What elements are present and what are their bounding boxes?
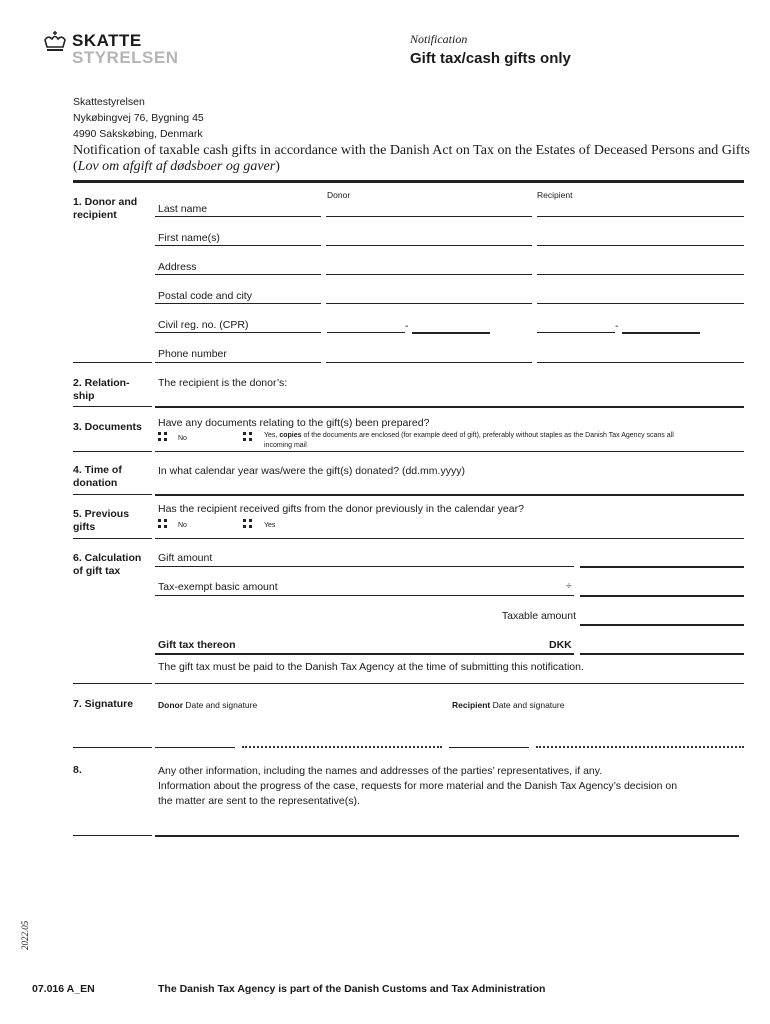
line — [155, 245, 321, 246]
logo-line1: SKATTE — [72, 31, 142, 50]
section7-heading: 7. Signature — [73, 698, 134, 710]
previous-yes-checkbox[interactable] — [243, 519, 252, 528]
section8-line: Information about the progress of the case, requests for more material and the Danish Tax Agency’s decision on — [158, 780, 678, 792]
cpr-dash: - — [615, 320, 619, 332]
line — [155, 538, 744, 539]
donor-address-field[interactable] — [326, 274, 532, 275]
line — [155, 683, 744, 684]
gift-tax-label: Gift tax thereon — [158, 639, 236, 651]
recipient-last-name-field[interactable] — [537, 216, 744, 217]
cpr-dash: - — [405, 320, 409, 332]
donor-first-names-field[interactable] — [326, 245, 532, 246]
previous-no-label: No — [178, 522, 187, 529]
heading-line: of gift tax — [73, 565, 121, 577]
donation-date-question: In what calendar year was/were the gift(s) donated? (dd.mm.yyyy) — [158, 465, 465, 477]
section2-heading — [73, 377, 130, 403]
section8-heading: 8. — [73, 764, 82, 776]
form-code: 07.016 A_EN — [32, 983, 95, 995]
line — [73, 835, 152, 836]
heading-line: gifts — [73, 521, 96, 533]
heading-line: 2. Relation- — [73, 377, 130, 389]
recipient-rest: Date and signature — [490, 700, 565, 710]
heading-line: 5. Previous — [73, 508, 130, 520]
logo — [42, 30, 202, 70]
field-label-phone: Phone number — [158, 348, 227, 360]
line — [155, 653, 574, 655]
line — [155, 595, 574, 596]
address-block — [73, 94, 204, 142]
gift-tax-field[interactable] — [580, 653, 744, 655]
page-title: Gift tax/cash gifts only — [410, 50, 571, 67]
line — [155, 216, 321, 217]
field-label-cpr: Civil reg. no. (CPR) — [158, 319, 249, 331]
intro-end: ) — [275, 159, 280, 174]
heading-line: recipient — [73, 209, 117, 221]
recipient-signature-label — [452, 700, 564, 710]
donor-signature-field[interactable] — [242, 746, 442, 748]
donor-phone-field[interactable] — [326, 362, 532, 363]
recipient-signature-field[interactable] — [536, 746, 744, 748]
yes-bold: copies — [279, 432, 302, 439]
documents-no-label: No — [178, 435, 187, 442]
footer-text: The Danish Tax Agency is part of the Danish Customs and Tax Administration — [158, 983, 546, 995]
field-label-last-name: Last name — [158, 203, 208, 215]
line — [155, 362, 321, 363]
line — [73, 747, 152, 748]
line — [73, 451, 152, 452]
yes-rest: of the documents are enclosed (for example deed of gift), preferably without staples as the Danish Tax Agency scans all — [301, 432, 674, 439]
recipient-address-field[interactable] — [537, 274, 744, 275]
recipient-postal-field[interactable] — [537, 303, 744, 304]
section4-heading — [73, 464, 122, 490]
documents-question: Have any documents relating to the gift(s) been prepared? — [158, 417, 430, 429]
currency-label: DKK — [549, 639, 572, 651]
line — [155, 451, 744, 452]
field-label-address: Address — [158, 261, 197, 273]
relationship-label: The recipient is the donor’s: — [158, 377, 288, 389]
section6-heading — [73, 552, 141, 578]
documents-no-checkbox[interactable] — [158, 432, 167, 441]
address-line: Skattestyrelsen — [73, 96, 145, 108]
line — [73, 362, 152, 363]
section8-text — [158, 764, 677, 809]
recipient-cpr-part1[interactable] — [537, 332, 615, 333]
yes-prefix: Yes, — [264, 432, 280, 439]
field-label-postal-code: Postal code and city — [158, 290, 252, 302]
previous-gifts-question: Has the recipient received gifts from the donor previously in the calendar year? — [158, 503, 524, 515]
section-divider — [73, 180, 744, 183]
section8-line: Any other information, including the names and addresses of the parties’ representatives, if any. — [158, 765, 603, 777]
line — [73, 538, 152, 539]
line — [155, 566, 574, 567]
line — [155, 303, 321, 304]
address-line: Nykøbingvej 76, Bygning 45 — [73, 112, 204, 124]
heading-line: ship — [73, 390, 95, 402]
section5-heading — [73, 508, 129, 534]
taxable-amount-field[interactable] — [580, 624, 744, 626]
gift-amount-label: Gift amount — [158, 552, 213, 564]
donor-cpr-part1[interactable] — [327, 332, 405, 333]
tax-exempt-label: Tax-exempt basic amount — [158, 581, 278, 593]
line — [73, 494, 152, 495]
documents-yes-checkbox[interactable] — [243, 432, 252, 441]
line — [73, 683, 152, 684]
taxable-amount-label: Taxable amount — [501, 610, 576, 622]
donor-cpr-part2[interactable] — [412, 332, 490, 334]
previous-yes-label: Yes — [264, 522, 276, 529]
recipient-date-field[interactable] — [449, 747, 529, 748]
recipient-phone-field[interactable] — [537, 362, 744, 363]
donor-date-field[interactable] — [155, 747, 235, 748]
gift-amount-field[interactable] — [580, 566, 744, 568]
donor-signature-label — [158, 700, 257, 710]
recipient-first-names-field[interactable] — [537, 245, 744, 246]
heading-line: donation — [73, 477, 118, 489]
section1-heading — [73, 196, 137, 222]
donation-date-field[interactable] — [155, 494, 744, 496]
donor-postal-field[interactable] — [326, 303, 532, 304]
col-donor: Donor — [327, 190, 351, 200]
logo-line2: STYRELSEN — [72, 48, 179, 67]
line — [73, 406, 152, 407]
documents-yes-label — [264, 431, 744, 451]
intro-text — [73, 143, 753, 175]
address-line: 4990 Sakskøbing, Denmark — [73, 128, 203, 140]
header-kicker: Notification — [410, 32, 468, 46]
intro-main: Notification of taxable cash gifts in accordance with the Danish Act on Tax on the Estates of Deceased Persons and Gifts ( — [73, 143, 750, 174]
heading-line: 1. Donor and — [73, 196, 138, 208]
yes-line2: incoming mail — [264, 442, 307, 449]
relationship-field[interactable] — [155, 406, 744, 408]
tax-exempt-field[interactable] — [580, 595, 744, 597]
minus-sign: ÷ — [566, 580, 572, 592]
section3-heading: 3. Documents — [73, 421, 142, 433]
col-recipient: Recipient — [537, 190, 573, 200]
donor-rest: Date and signature — [183, 700, 258, 710]
line — [155, 332, 321, 333]
donor-bold: Donor — [158, 700, 184, 710]
donor-last-name-field[interactable] — [326, 216, 532, 217]
section8-line: the matter are sent to the representative(s). — [158, 795, 360, 807]
recipient-bold: Recipient — [452, 700, 491, 710]
crown-icon — [42, 30, 68, 54]
heading-line: 6. Calculation — [73, 552, 142, 564]
intro-law: Lov om afgift af dødsboer og gaver — [77, 159, 276, 174]
version-stamp: 2022.05 — [20, 920, 30, 950]
recipient-cpr-part2[interactable] — [622, 332, 700, 334]
previous-no-checkbox[interactable] — [158, 519, 167, 528]
heading-line: 4. Time of — [73, 464, 122, 476]
other-information-field[interactable] — [155, 835, 739, 837]
field-label-first-names: First name(s) — [158, 232, 220, 244]
payment-note: The gift tax must be paid to the Danish Tax Agency at the time of submitting this notification. — [158, 661, 584, 673]
line — [155, 274, 321, 275]
